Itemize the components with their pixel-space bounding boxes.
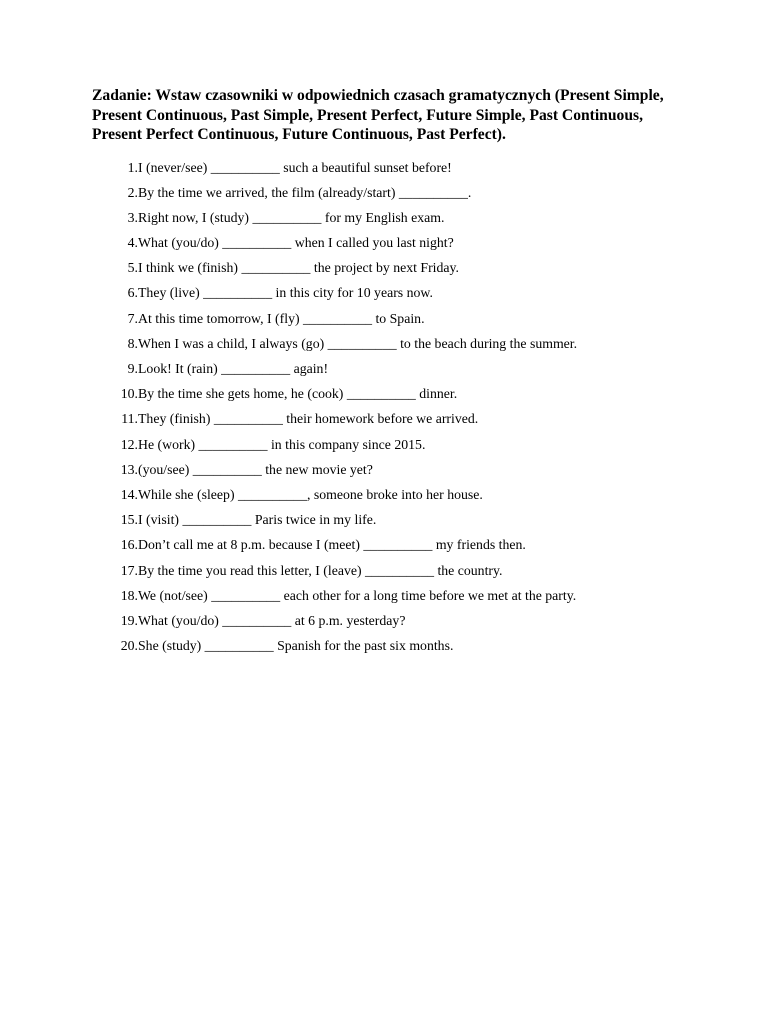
- task-title: Zadanie: Wstaw czasowniki w odpowiednich czasach gramatycznych (Present Simple, Present Continuous, Past Simple, Present Perfect, Future Simple, Past Continuous, Present Perfect Continuous, Future Continuous, Past Perfect).: [92, 87, 664, 143]
- item-number: 20.: [120, 638, 138, 654]
- exercise-item-2: [92, 180, 676, 205]
- exercise-item-9: [92, 356, 676, 381]
- exercise-item-11: [92, 406, 676, 431]
- item-number: 19.: [120, 612, 138, 628]
- exercise-list: [92, 155, 676, 659]
- item-number: 16.: [120, 537, 138, 553]
- exercise-item-18: [92, 583, 676, 608]
- exercise-item-8: [92, 331, 676, 356]
- item-number: 8.: [127, 335, 138, 351]
- item-text: At this time tomorrow, I (fly) __________ to Spain.: [138, 310, 425, 326]
- item-number: 15.: [120, 512, 138, 528]
- item-text: We (not/see) __________ each other for a long time before we met at the party.: [138, 587, 577, 603]
- exercise-item-15: [92, 507, 676, 532]
- exercise-item-4: [92, 230, 676, 255]
- item-text: He (work) __________ in this company since 2015.: [138, 436, 426, 452]
- item-number: 4.: [127, 235, 138, 251]
- exercise-item-7: [92, 306, 676, 331]
- item-number: 11.: [121, 411, 138, 427]
- exercise-item-12: [92, 432, 676, 457]
- exercise-item-10: [92, 381, 676, 406]
- item-text: I (never/see) __________ such a beautiful sunset before!: [138, 159, 452, 175]
- item-number: 17.: [120, 562, 138, 578]
- item-number: 3.: [127, 209, 138, 225]
- item-number: 5.: [127, 260, 138, 276]
- item-text: She (study) __________ Spanish for the past six months.: [138, 638, 454, 654]
- item-number: 13.: [120, 461, 138, 477]
- exercise-item-13: [92, 457, 676, 482]
- exercise-item-16: [92, 532, 676, 557]
- exercise-item-14: [92, 482, 676, 507]
- exercise-item-1: [92, 155, 676, 180]
- item-text: By the time she gets home, he (cook) __________ dinner.: [138, 386, 458, 402]
- item-text: When I was a child, I always (go) __________ to the beach during the summer.: [138, 335, 578, 351]
- item-number: 14.: [120, 486, 138, 502]
- item-number: 9.: [127, 361, 138, 376]
- item-text: They (live) __________ in this city for 10 years now.: [138, 285, 433, 301]
- exercise-item-17: [92, 558, 676, 583]
- exercise-item-20: [92, 633, 676, 658]
- item-text: Don’t call me at 8 p.m. because I (meet) __________ my friends then.: [138, 537, 526, 553]
- item-text: By the time we arrived, the film (already/start) __________.: [138, 184, 472, 200]
- item-text: While she (sleep) __________, someone broke into her house.: [138, 486, 483, 502]
- item-text: (you/see) __________ the new movie yet?: [138, 461, 373, 477]
- item-number: 12.: [120, 436, 138, 452]
- item-number: 2.: [127, 184, 138, 200]
- item-number: 1.: [127, 159, 138, 175]
- item-text: They (finish) __________ their homework before we arrived.: [138, 411, 479, 427]
- exercise-item-5: [92, 255, 676, 280]
- item-text: By the time you read this letter, I (leave) __________ the country.: [138, 562, 503, 578]
- item-text: Right now, I (study) __________ for my English exam.: [138, 209, 445, 225]
- item-text: Look! It (rain) __________ again!: [138, 361, 329, 376]
- exercise-item-19: [92, 608, 676, 633]
- item-number: 10.: [120, 386, 138, 402]
- exercise-item-3: [92, 205, 676, 230]
- item-number: 18.: [120, 587, 138, 603]
- exercise-item-6: [92, 280, 676, 305]
- item-text: What (you/do) __________ at 6 p.m. yesterday?: [138, 612, 406, 628]
- item-text: I (visit) __________ Paris twice in my life.: [138, 512, 377, 528]
- item-number: 7.: [127, 310, 138, 326]
- item-text: I think we (finish) __________ the project by next Friday.: [138, 260, 459, 276]
- item-number: 6.: [127, 285, 138, 301]
- item-text: What (you/do) __________ when I called you last night?: [138, 235, 454, 251]
